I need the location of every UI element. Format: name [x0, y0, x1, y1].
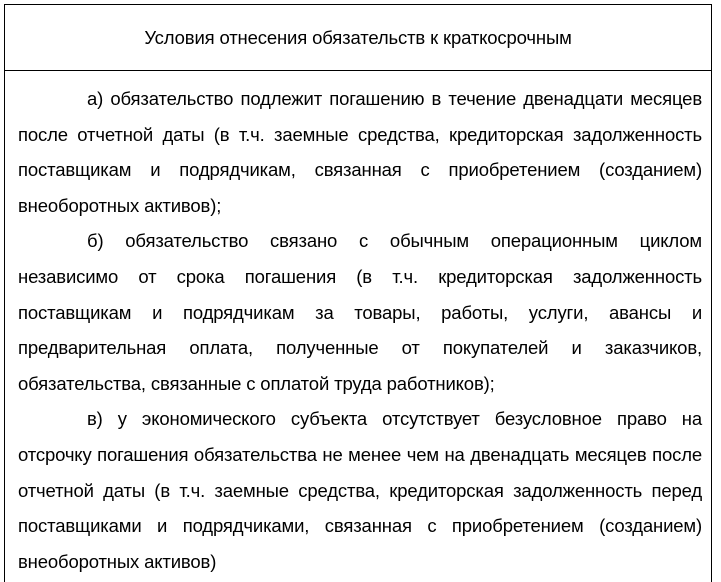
table-header-cell: [5, 5, 711, 71]
condition-b-paragraph: б) обязательство связано с обычным операционным циклом независимо от срока погашения (в т.ч. кредиторская задолженность поставщикам и подрядчикам за товары, работы, услуги, авансы и предварительная оплата, полученные от покупателей и заказчиков, обязательства, связанные с оплатой труда работников);: [18, 230, 702, 394]
condition-c-paragraph: в) у экономического субъекта отсутствует безусловное право на отсрочку погашения обязательства не менее чем на двенадцать месяцев после отчетной даты (в т.ч. заемные средства, кредиторская задолженность перед поставщиками и подрядчиками, связанная с приобретением (созданием) внеоборотных активов): [18, 408, 702, 572]
condition-a-paragraph: а) обязательство подлежит погашению в течение двенадцати месяцев после отчетной даты (в т.ч. заемные средства, кредиторская задолженность поставщикам и подрядчикам, связанная с приобретением (созданием) внеоборотных активов);: [18, 88, 702, 216]
table-header-text: Условия отнесения обязательств к краткосрочным: [144, 26, 572, 48]
table-body-cell: [5, 71, 711, 579]
conditions-table: [4, 4, 712, 582]
